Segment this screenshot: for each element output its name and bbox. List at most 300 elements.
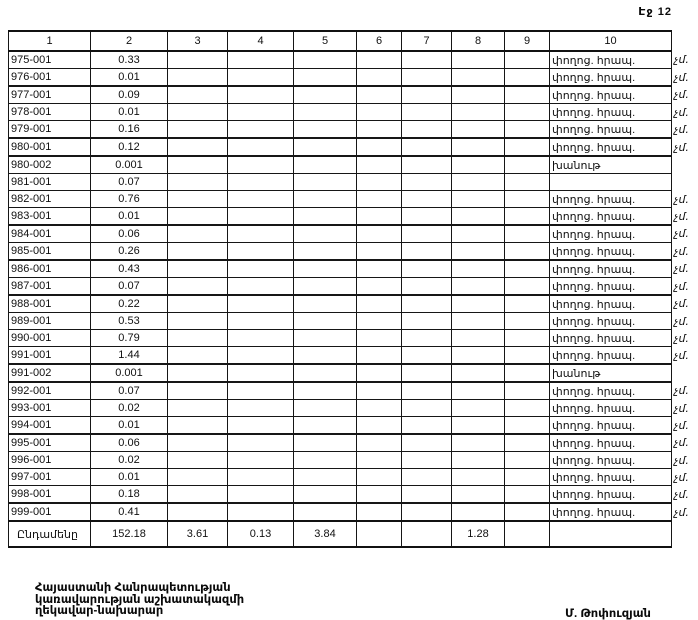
cell-col8	[452, 104, 505, 121]
margin-annotation: չմ.	[674, 436, 689, 450]
table-row	[9, 503, 698, 521]
cell-col7	[402, 313, 452, 330]
cell-col6	[357, 260, 402, 278]
cell-col10	[550, 521, 672, 547]
cell-col10: խանութ	[550, 364, 672, 382]
cell-col4	[228, 295, 294, 313]
cell-col6	[357, 278, 402, 296]
cell-col2: 0.18	[91, 486, 168, 504]
cell-col6	[357, 295, 402, 313]
table-row	[9, 104, 698, 121]
cell-col6	[357, 86, 402, 104]
cell-col9	[505, 243, 550, 261]
column-header-4: 4	[228, 31, 294, 51]
cell-col6	[357, 347, 402, 365]
cell-col9	[505, 295, 550, 313]
cell-col2: 0.33	[91, 51, 168, 69]
cell-col2: 0.01	[91, 104, 168, 121]
cell-col6	[357, 69, 402, 87]
cell-col10: փողոց. հրապ.	[550, 434, 672, 452]
cell-col6	[357, 382, 402, 400]
cell-col7	[402, 364, 452, 382]
margin-annotation: չմ.	[674, 209, 689, 223]
margin-spacer	[672, 31, 698, 51]
table-row	[9, 452, 698, 469]
cell-col5	[294, 417, 357, 435]
cell-col8	[452, 278, 505, 296]
cell-col7	[402, 260, 452, 278]
table-row	[9, 51, 698, 69]
cell-col3	[168, 452, 228, 469]
cell-col9	[505, 521, 550, 547]
cell-col10: փողոց. հրապ.	[550, 191, 672, 208]
cell-col6	[357, 469, 402, 486]
cell-col1: Ընդամենը	[9, 521, 91, 547]
margin-annotation: չմ.	[674, 140, 689, 154]
cell-col10: փողոց. հրապ.	[550, 208, 672, 226]
cell-col3	[168, 138, 228, 156]
cell-col7	[402, 452, 452, 469]
cell-col10: խանութ	[550, 156, 672, 174]
cell-col7	[402, 225, 452, 243]
margin-annotation: չմ.	[674, 70, 689, 84]
cell-col10: փողոց. հրապ.	[550, 330, 672, 347]
cell-col1: 975-001	[9, 51, 91, 69]
margin-annotation: չմ.	[674, 105, 689, 119]
cell-col3	[168, 260, 228, 278]
cell-col1: 982-001	[9, 191, 91, 208]
cell-col3	[168, 156, 228, 174]
cell-col6	[357, 521, 402, 547]
cell-col10: փողոց. հրապ.	[550, 417, 672, 435]
cell-col2: 0.07	[91, 174, 168, 191]
cell-col1: 990-001	[9, 330, 91, 347]
table-row	[9, 156, 698, 174]
cell-col10: փողոց. հրապ.	[550, 469, 672, 486]
table-row	[9, 486, 698, 504]
cell-col5	[294, 243, 357, 261]
margin-annotation: չմ.	[674, 384, 689, 398]
cell-col7	[402, 469, 452, 486]
cell-col5	[294, 260, 357, 278]
cell-col5	[294, 434, 357, 452]
cell-col4	[228, 174, 294, 191]
cell-col7	[402, 174, 452, 191]
table-row	[9, 295, 698, 313]
cell-col3	[168, 382, 228, 400]
cell-col9	[505, 364, 550, 382]
cell-col8	[452, 330, 505, 347]
cell-col8	[452, 208, 505, 226]
column-header-5: 5	[294, 31, 357, 51]
header-row	[9, 31, 698, 51]
cell-col6	[357, 225, 402, 243]
cell-col2: 0.79	[91, 330, 168, 347]
cell-col3	[168, 469, 228, 486]
cell-col2: 0.07	[91, 382, 168, 400]
cell-col3	[168, 104, 228, 121]
margin-annotation	[672, 364, 698, 382]
table-row	[9, 69, 698, 87]
cell-col5	[294, 104, 357, 121]
cell-col9	[505, 51, 550, 69]
cell-col4	[228, 330, 294, 347]
cell-col6	[357, 400, 402, 417]
margin-annotation: չմ.	[674, 505, 689, 519]
cell-col3	[168, 225, 228, 243]
cell-col3	[168, 191, 228, 208]
cell-col9	[505, 486, 550, 504]
cell-col8	[452, 260, 505, 278]
cell-col10: փողոց. հրապ.	[550, 121, 672, 139]
cell-col6	[357, 486, 402, 504]
cell-col7	[402, 191, 452, 208]
cell-col5	[294, 69, 357, 87]
cell-col10	[550, 174, 672, 191]
cell-col2: 0.41	[91, 503, 168, 521]
cell-col5	[294, 347, 357, 365]
cell-col7	[402, 208, 452, 226]
cell-col4	[228, 104, 294, 121]
cell-col3	[168, 86, 228, 104]
cell-col9	[505, 400, 550, 417]
cell-col5: 3.84	[294, 521, 357, 547]
cell-col7	[402, 503, 452, 521]
cell-col5	[294, 330, 357, 347]
cell-col2: 0.001	[91, 156, 168, 174]
cell-col2: 0.43	[91, 260, 168, 278]
cell-col9	[505, 138, 550, 156]
cell-col8	[452, 121, 505, 139]
cell-col5	[294, 400, 357, 417]
cell-col2: 0.53	[91, 313, 168, 330]
cell-col1: 980-002	[9, 156, 91, 174]
cell-col2: 0.02	[91, 400, 168, 417]
cell-col10: փողոց. հրապ.	[550, 503, 672, 521]
table-row	[9, 208, 698, 226]
cell-col9	[505, 156, 550, 174]
cell-col9	[505, 69, 550, 87]
cell-col5	[294, 295, 357, 313]
cell-col8	[452, 295, 505, 313]
cell-col2: 0.01	[91, 417, 168, 435]
cell-col8	[452, 243, 505, 261]
cell-col2: 0.01	[91, 208, 168, 226]
cell-col8	[452, 382, 505, 400]
page-number: Էջ 12	[638, 6, 672, 18]
cell-col9	[505, 503, 550, 521]
cell-col1: 985-001	[9, 243, 91, 261]
table-row	[9, 382, 698, 400]
table-row	[9, 364, 698, 382]
cell-col8	[452, 174, 505, 191]
cell-col1: 993-001	[9, 400, 91, 417]
cell-col10: փողոց. հրապ.	[550, 452, 672, 469]
cell-col7	[402, 138, 452, 156]
cell-col5	[294, 503, 357, 521]
cell-col4	[228, 208, 294, 226]
cell-col4	[228, 503, 294, 521]
column-header-3: 3	[168, 31, 228, 51]
table-row	[9, 434, 698, 452]
cell-col4	[228, 86, 294, 104]
cell-col3	[168, 434, 228, 452]
cell-col8	[452, 313, 505, 330]
footer-line-1: Հայաստանի Հանրապետության	[35, 582, 231, 594]
cell-col2: 0.26	[91, 243, 168, 261]
margin-annotation: չմ.	[674, 331, 689, 345]
cell-col5	[294, 382, 357, 400]
cell-col10: փողոց. հրապ.	[550, 313, 672, 330]
cell-col6	[357, 243, 402, 261]
cell-col2: 0.001	[91, 364, 168, 382]
cell-col4	[228, 156, 294, 174]
cell-col8	[452, 86, 505, 104]
cell-col2: 0.09	[91, 86, 168, 104]
cell-col6	[357, 452, 402, 469]
cell-col4	[228, 417, 294, 435]
cell-col7	[402, 486, 452, 504]
table-row	[9, 347, 698, 365]
cell-col8	[452, 364, 505, 382]
cell-col4	[228, 486, 294, 504]
cell-col2: 0.07	[91, 278, 168, 296]
cell-col3	[168, 295, 228, 313]
cell-col6	[357, 174, 402, 191]
cell-col5	[294, 469, 357, 486]
cell-col7	[402, 278, 452, 296]
cell-col6	[357, 51, 402, 69]
cell-col6	[357, 417, 402, 435]
cell-col2: 152.18	[91, 521, 168, 547]
cell-col8	[452, 417, 505, 435]
cell-col9	[505, 347, 550, 365]
cell-col10: փողոց. հրապ.	[550, 86, 672, 104]
cell-col10: փողոց. հրապ.	[550, 278, 672, 296]
cell-col8	[452, 400, 505, 417]
cell-col7	[402, 347, 452, 365]
margin-annotation: չմ.	[674, 88, 689, 102]
margin-annotation: չմ.	[674, 314, 689, 328]
cell-col5	[294, 156, 357, 174]
cell-col6	[357, 191, 402, 208]
cell-col4	[228, 469, 294, 486]
cell-col8	[452, 452, 505, 469]
cell-col1: 977-001	[9, 86, 91, 104]
cell-col6	[357, 330, 402, 347]
cell-col8	[452, 486, 505, 504]
cell-col10: փողոց. հրապ.	[550, 104, 672, 121]
table-row	[9, 313, 698, 330]
cell-col5	[294, 174, 357, 191]
margin-annotation: չմ.	[674, 348, 689, 362]
cell-col3	[168, 400, 228, 417]
cell-col9	[505, 191, 550, 208]
cell-col7	[402, 104, 452, 121]
cell-col7	[402, 400, 452, 417]
cell-col10: փողոց. հրապ.	[550, 400, 672, 417]
cell-col3	[168, 486, 228, 504]
cell-col5	[294, 51, 357, 69]
cell-col1: 991-002	[9, 364, 91, 382]
cell-col4	[228, 347, 294, 365]
table-row	[9, 260, 698, 278]
margin-annotation: չմ.	[674, 279, 689, 293]
cell-col9	[505, 313, 550, 330]
cell-col9	[505, 434, 550, 452]
column-header-10: 10	[550, 31, 672, 51]
margin-annotation	[672, 156, 698, 174]
column-header-9: 9	[505, 31, 550, 51]
cell-col3	[168, 69, 228, 87]
column-header-7: 7	[402, 31, 452, 51]
cell-col7	[402, 51, 452, 69]
cell-col4	[228, 434, 294, 452]
cell-col1: 986-001	[9, 260, 91, 278]
table-row	[9, 243, 698, 261]
cell-col4	[228, 364, 294, 382]
signature-name: Մ. Թոփուզյան	[565, 608, 651, 620]
cell-col5	[294, 86, 357, 104]
cell-col4	[228, 400, 294, 417]
cell-col5	[294, 364, 357, 382]
cell-col10: փողոց. հրապ.	[550, 347, 672, 365]
cell-col2: 0.22	[91, 295, 168, 313]
cell-col6	[357, 503, 402, 521]
cell-col3	[168, 347, 228, 365]
cell-col10: փողոց. հրապ.	[550, 243, 672, 261]
cell-col2: 1.44	[91, 347, 168, 365]
cell-col5	[294, 208, 357, 226]
table-header	[9, 31, 698, 51]
cell-col4	[228, 278, 294, 296]
cell-col9	[505, 417, 550, 435]
cell-col3	[168, 330, 228, 347]
cell-col6	[357, 313, 402, 330]
cell-col8	[452, 156, 505, 174]
cell-col2: 0.16	[91, 121, 168, 139]
cell-col10: փողոց. հրապ.	[550, 382, 672, 400]
cell-col3	[168, 503, 228, 521]
column-header-8: 8	[452, 31, 505, 51]
cell-col8	[452, 503, 505, 521]
cell-col10: փողոց. հրապ.	[550, 260, 672, 278]
margin-annotation: չմ.	[674, 470, 689, 484]
footer-block	[35, 583, 244, 618]
table-row	[9, 417, 698, 435]
column-header-6: 6	[357, 31, 402, 51]
cell-col8	[452, 469, 505, 486]
footer-line-2: կառավարության աշխատակազմի	[35, 593, 245, 606]
cell-col1: 991-001	[9, 347, 91, 365]
cell-col5	[294, 278, 357, 296]
cell-col7	[402, 69, 452, 87]
cell-col2: 0.01	[91, 69, 168, 87]
cell-col9	[505, 278, 550, 296]
cell-col8: 1.28	[452, 521, 505, 547]
cell-col6	[357, 121, 402, 139]
cell-col6	[357, 156, 402, 174]
cell-col1: 999-001	[9, 503, 91, 521]
table-row	[9, 191, 698, 208]
cell-col2: 0.12	[91, 138, 168, 156]
cell-col5	[294, 191, 357, 208]
cell-col1: 997-001	[9, 469, 91, 486]
margin-annotation: չմ.	[674, 401, 689, 415]
cell-col2: 0.01	[91, 469, 168, 486]
cell-col10: փողոց. հրապ.	[550, 69, 672, 87]
cell-col5	[294, 225, 357, 243]
cell-col1: 979-001	[9, 121, 91, 139]
cell-col4	[228, 69, 294, 87]
cell-col6	[357, 434, 402, 452]
cell-col1: 987-001	[9, 278, 91, 296]
cell-col4	[228, 138, 294, 156]
cell-col4	[228, 243, 294, 261]
cell-col8	[452, 347, 505, 365]
cell-col7	[402, 243, 452, 261]
cell-col10: փողոց. հրապ.	[550, 486, 672, 504]
cell-col10: փողոց. հրապ.	[550, 295, 672, 313]
cell-col7	[402, 86, 452, 104]
cell-col6	[357, 138, 402, 156]
cell-col10: փողոց. հրապ.	[550, 138, 672, 156]
cell-col9	[505, 225, 550, 243]
cell-col8	[452, 138, 505, 156]
cell-col10: փողոց. հրապ.	[550, 225, 672, 243]
cell-col9	[505, 260, 550, 278]
cell-col3	[168, 208, 228, 226]
margin-annotation: չմ.	[674, 227, 689, 241]
cell-col4	[228, 191, 294, 208]
margin-annotation: չմ.	[674, 122, 689, 136]
cell-col5	[294, 121, 357, 139]
table-row	[9, 174, 698, 191]
totals-row	[9, 521, 698, 547]
margin-annotation: չմ.	[674, 487, 689, 501]
cell-col7	[402, 121, 452, 139]
cell-col1: 976-001	[9, 69, 91, 87]
cell-col8	[452, 69, 505, 87]
cell-col4	[228, 225, 294, 243]
margin-annotation: չմ.	[674, 297, 689, 311]
cell-col2: 0.06	[91, 434, 168, 452]
cell-col3	[168, 51, 228, 69]
cell-col7	[402, 382, 452, 400]
margin-annotation	[672, 174, 698, 191]
cell-col1: 988-001	[9, 295, 91, 313]
table-row	[9, 138, 698, 156]
cell-col8	[452, 191, 505, 208]
cell-col6	[357, 364, 402, 382]
cell-col4: 0.13	[228, 521, 294, 547]
cell-col3	[168, 243, 228, 261]
cell-col3: 3.61	[168, 521, 228, 547]
cell-col4	[228, 51, 294, 69]
cell-col2: 0.76	[91, 191, 168, 208]
margin-annotation: չմ.	[674, 192, 689, 206]
cell-col3	[168, 121, 228, 139]
cell-col4	[228, 382, 294, 400]
cell-col9	[505, 104, 550, 121]
table-body	[9, 51, 698, 547]
table-row	[9, 278, 698, 296]
cell-col3	[168, 313, 228, 330]
column-header-1: 1	[9, 31, 91, 51]
table-row	[9, 330, 698, 347]
cell-col7	[402, 521, 452, 547]
cell-col3	[168, 417, 228, 435]
